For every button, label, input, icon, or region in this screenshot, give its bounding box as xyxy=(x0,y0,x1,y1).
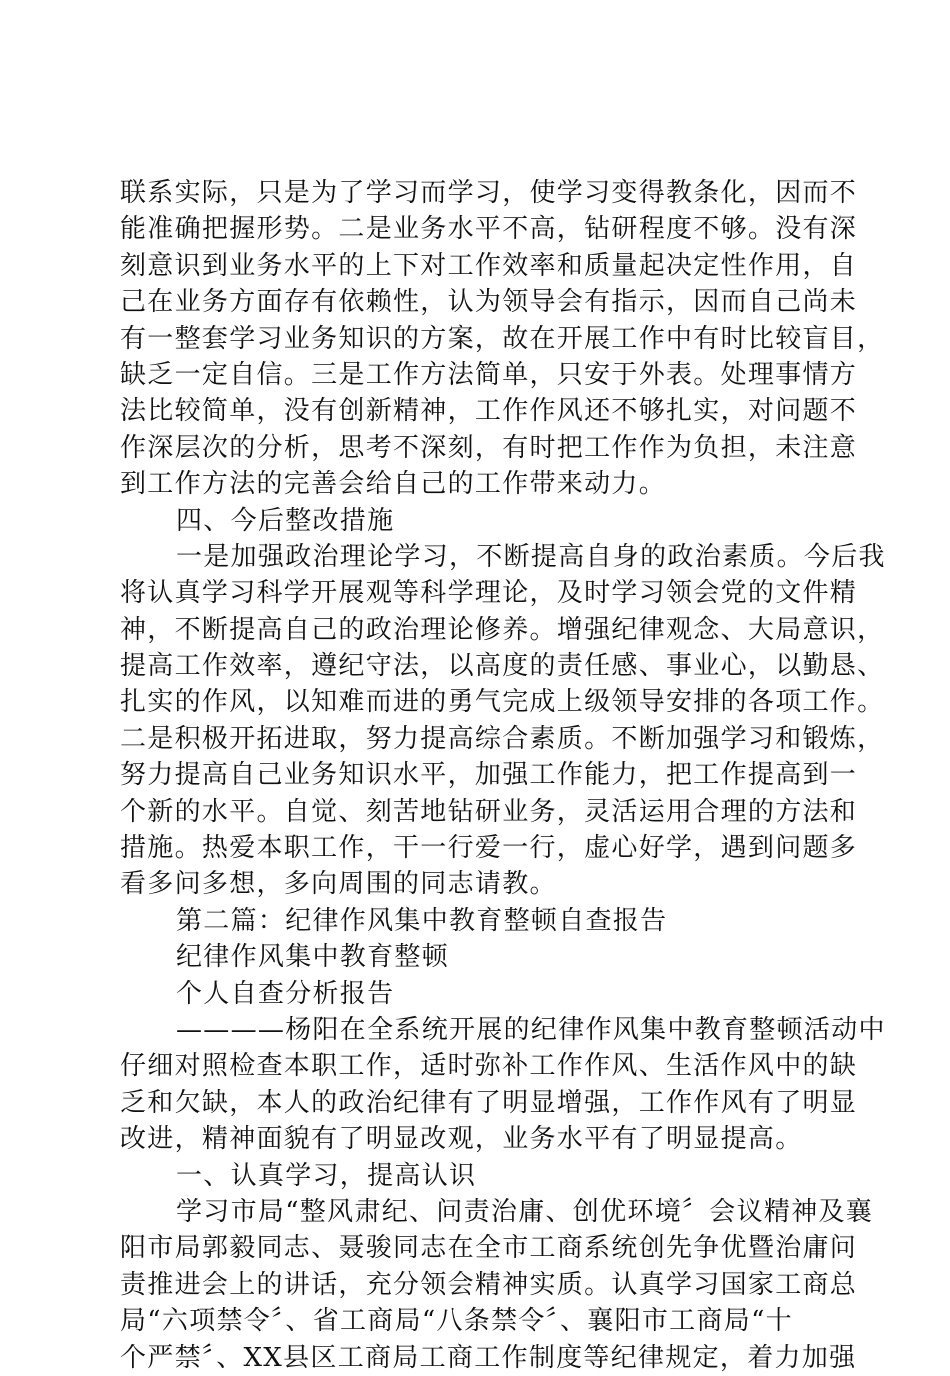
text-line: 有一整套学习业务知识的方案，故在开展工作中有时比较盲目， xyxy=(120,323,885,354)
text-line: ————杨阳在全系统开展的纪律作风集中教育整顿活动中 xyxy=(176,1014,886,1045)
text-line: 神，不断提高自己的政治理论修养。增强纪律观念、大局意识， xyxy=(120,614,885,645)
text-line: 学习市局“整风肃纪、问责治庸、创优环境〞会议精神及襄 xyxy=(176,1196,874,1227)
text-line: 措施。热爱本职工作，干一行爱一行，虚心好学，遇到问题多 xyxy=(120,833,858,864)
text-line: 仔细对照检查本职工作，适时弥补工作作风、生活作风中的缺 xyxy=(120,1051,858,1082)
document-body xyxy=(120,175,886,1376)
text-line: 扎实的作风，以知难而进的勇气完成上级领导安排的各项工作。 xyxy=(120,687,885,718)
text-line: 缺乏一定自信。三是工作方法简单，只安于外表。处理事情方 xyxy=(120,359,858,390)
text-line: 责推进会上的讲话，充分领会精神实质。认真学习国家工商总 xyxy=(120,1269,858,1300)
text-line: 将认真学习科学开展观等科学理论，及时学习领会党的文件精 xyxy=(120,578,858,609)
text-line: 作深层次的分析，思考不深刻，有时把工作作为负担，未注意 xyxy=(120,432,858,463)
text-line: 看多问多想，多向周围的同志请教。 xyxy=(120,869,557,900)
text-line: 二是积极开拓进取，努力提高综合素质。不断加强学习和锻炼， xyxy=(120,723,885,754)
text-line: 个严禁〞、XX县区工商局工商工作制度等纪律规定，着力加强 xyxy=(120,1342,857,1373)
text-line: 联系实际，只是为了学习而学习，使学习变得教条化，因而不 xyxy=(120,178,858,208)
text-line: 能准确把握形势。二是业务水平不高，钻研程度不够。没有深 xyxy=(120,214,858,245)
text-line: 一、认真学习，提高认识 xyxy=(176,1160,477,1191)
text-line: 阳市局郭毅同志、聂骏同志在全市工商系统创先争优暨治庸问 xyxy=(120,1233,858,1264)
text-line: 第二篇：纪律作风集中教育整顿自查报告 xyxy=(176,905,668,936)
text-line: 改进，精神面貌有了明显改观，业务水平有了明显提高。 xyxy=(120,1124,803,1155)
text-line: 局“六项禁令〞、省工商局“八条禁令〞、襄阳市工商局“十 xyxy=(120,1306,793,1337)
text-line: 乏和欠缺，本人的政治纪律有了明显增强，工作作风有了明显 xyxy=(120,1087,858,1118)
text-line: 刻意识到业务水平的上下对工作效率和质量起决定性作用，自 xyxy=(120,250,858,281)
text-line: 法比较简单，没有创新精神，工作作风还不够扎实，对问题不 xyxy=(120,396,858,427)
text-line: 四、今后整改措施 xyxy=(176,505,395,536)
text-line: 己在业务方面存有依赖性，认为领导会有指示，因而自己尚未 xyxy=(120,287,858,318)
text-line: 提高工作效率，遵纪守法，以高度的责任感、事业心，以勤恳、 xyxy=(120,651,885,682)
text-line: 努力提高自己业务知识水平，加强工作能力，把工作提高到一 xyxy=(120,760,858,791)
text-line: 个新的水平。自觉、刻苦地钻研业务，灵活运用合理的方法和 xyxy=(120,796,858,827)
text-line: 纪律作风集中教育整顿 xyxy=(176,942,450,973)
text-line: 一是加强政治理论学习，不断提高自身的政治素质。今后我 xyxy=(176,541,886,572)
text-line: 个人自查分析报告 xyxy=(176,978,395,1009)
text-line: 到工作方法的完善会给自己的工作带来动力。 xyxy=(120,469,667,500)
